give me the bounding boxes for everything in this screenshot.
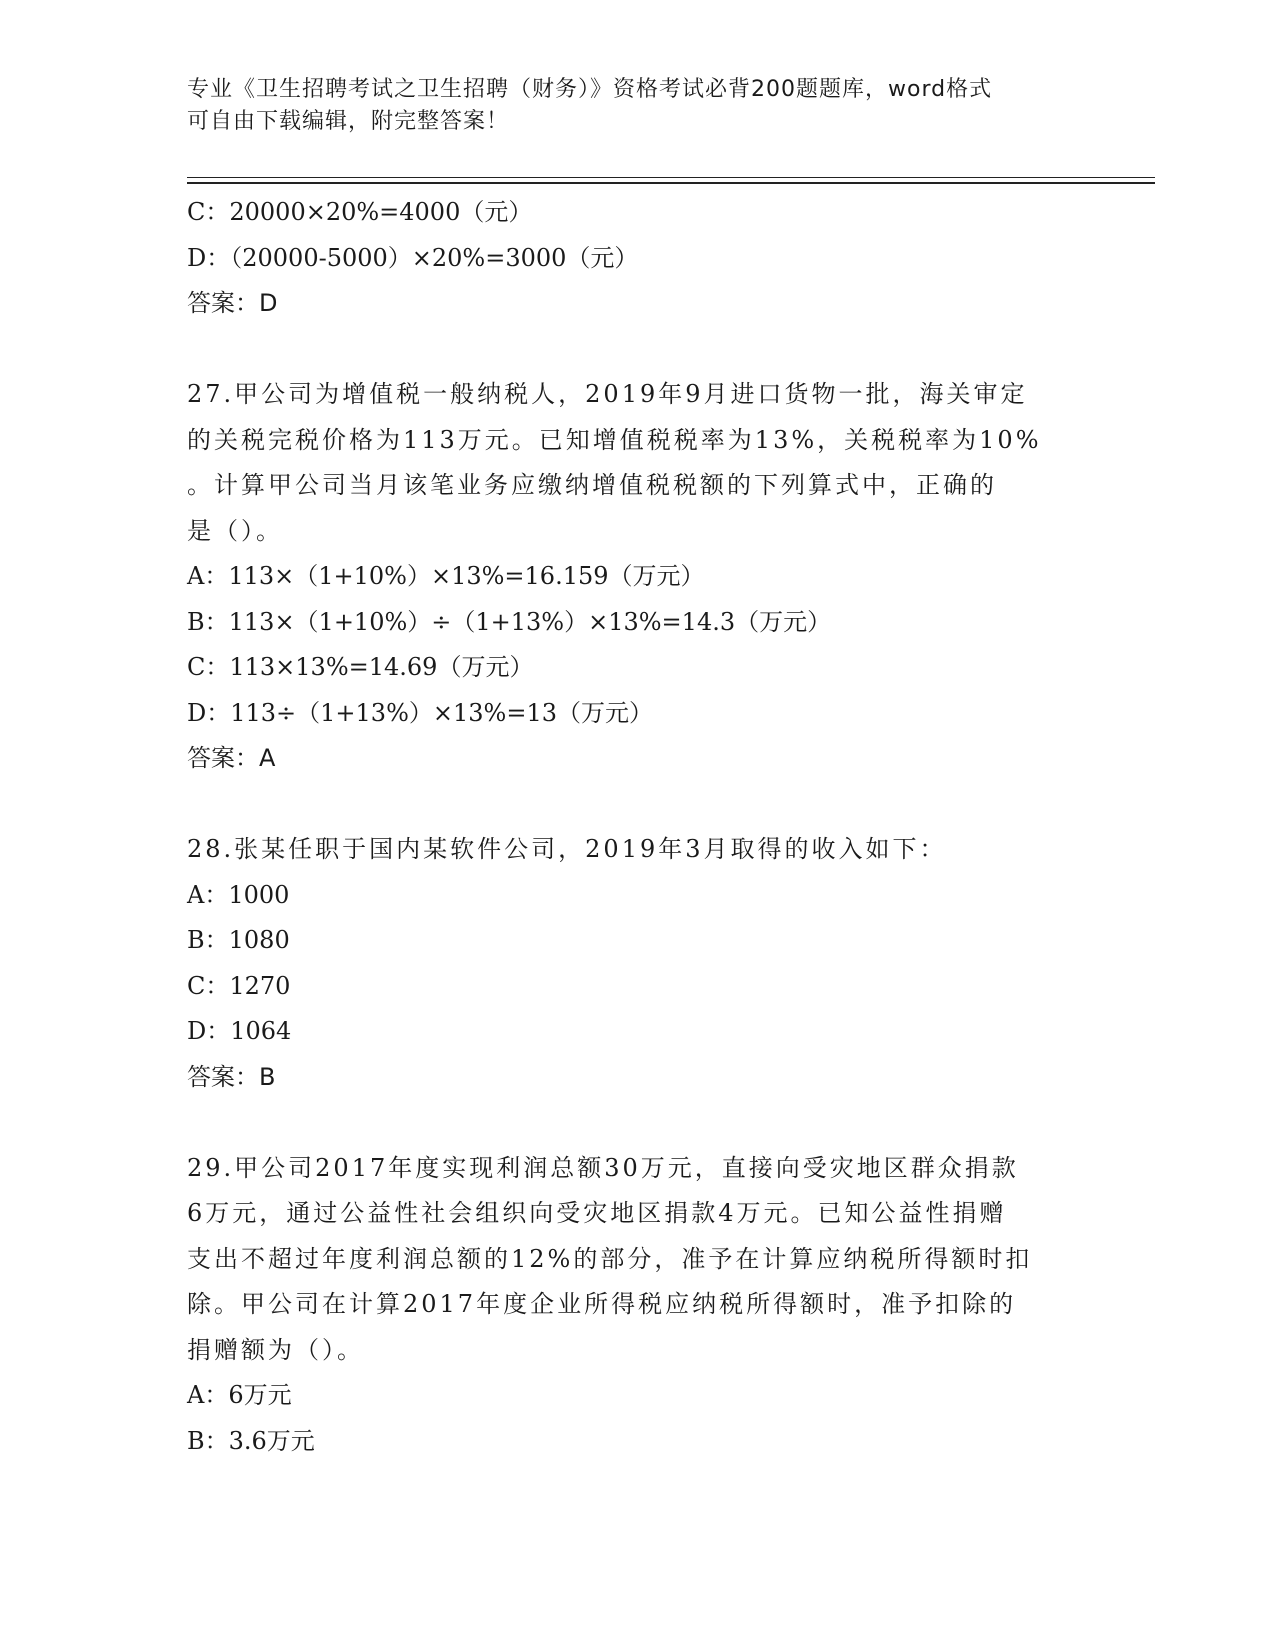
document-body [187, 190, 1077, 1464]
option-c: C：1270 [187, 971, 291, 1000]
question-stem-line: 是（）。 [187, 516, 283, 545]
option-b: B：113×（1+10%）÷（1+13%）×13%=14.3（万元） [187, 607, 832, 636]
question-stem-line: 6万元，通过公益性社会组织向受灾地区捐款4万元。已知公益性捐赠 [187, 1199, 1007, 1227]
question-stem-line: 28.张某任职于国内某软件公司，2019年3月取得的收入如下： [187, 835, 947, 863]
question-stem-line: 。计算甲公司当月该笔业务应缴纳增值税税额的下列算式中，正确的 [187, 471, 997, 499]
option-a: A：113×（1+10%）×13%=16.159（万元） [187, 562, 705, 590]
spacer [187, 327, 1077, 373]
spacer [187, 1100, 1077, 1146]
option-d: D：1064 [187, 1017, 292, 1045]
question-stem-line: 的关税完税价格为113万元。已知增值税税率为13%，关税税率为10% [187, 425, 1042, 454]
option-c: C：20000×20%=4000（元） [187, 198, 533, 226]
option-d: D：（20000-5000）×20%=3000（元） [187, 243, 639, 272]
question-stem-line: 27.甲公司为增值税一般纳税人，2019年9月进口货物一批，海关审定 [187, 380, 1028, 408]
question-29 [187, 1146, 1077, 1465]
question-stem-line: 29.甲公司2017年度实现利润总额30万元，直接向受灾地区群众捐款 [187, 1153, 1019, 1182]
option-a: A：1000 [187, 880, 290, 909]
question-28 [187, 827, 1077, 1100]
answer-line: 答案：B [187, 1062, 276, 1091]
option-d: D：113÷（1+13%）×13%=13（万元） [187, 698, 653, 727]
header-divider-thin [187, 177, 1155, 178]
header-divider-thick [187, 182, 1155, 184]
option-c: C：113×13%=14.69（万元） [187, 653, 534, 681]
answer-line: 答案：D [187, 289, 278, 317]
option-b: B：3.6万元 [187, 1426, 315, 1455]
header-title-line-2: 可自由下载编辑，附完整答案！ [187, 109, 510, 134]
header-title-line-1: 专业《卫生招聘考试之卫生招聘（财务）》资格考试必背200题题库，word格式 [187, 77, 993, 102]
spacer [187, 782, 1077, 828]
option-b: B：1080 [187, 926, 290, 954]
answer-line: 答案：A [187, 744, 276, 772]
document-header [187, 74, 1087, 138]
option-a: A：6万元 [187, 1381, 292, 1409]
question-26-tail [187, 190, 1077, 327]
question-stem-line: 除。甲公司在计算2017年度企业所得税应纳税所得额时，准予扣除的 [187, 1290, 1017, 1318]
question-27 [187, 372, 1077, 782]
question-stem-line: 支出不超过年度利润总额的12%的部分，准予在计算应纳税所得额时扣 [187, 1244, 1033, 1273]
question-stem-line: 捐赠额为（）。 [187, 1335, 364, 1364]
